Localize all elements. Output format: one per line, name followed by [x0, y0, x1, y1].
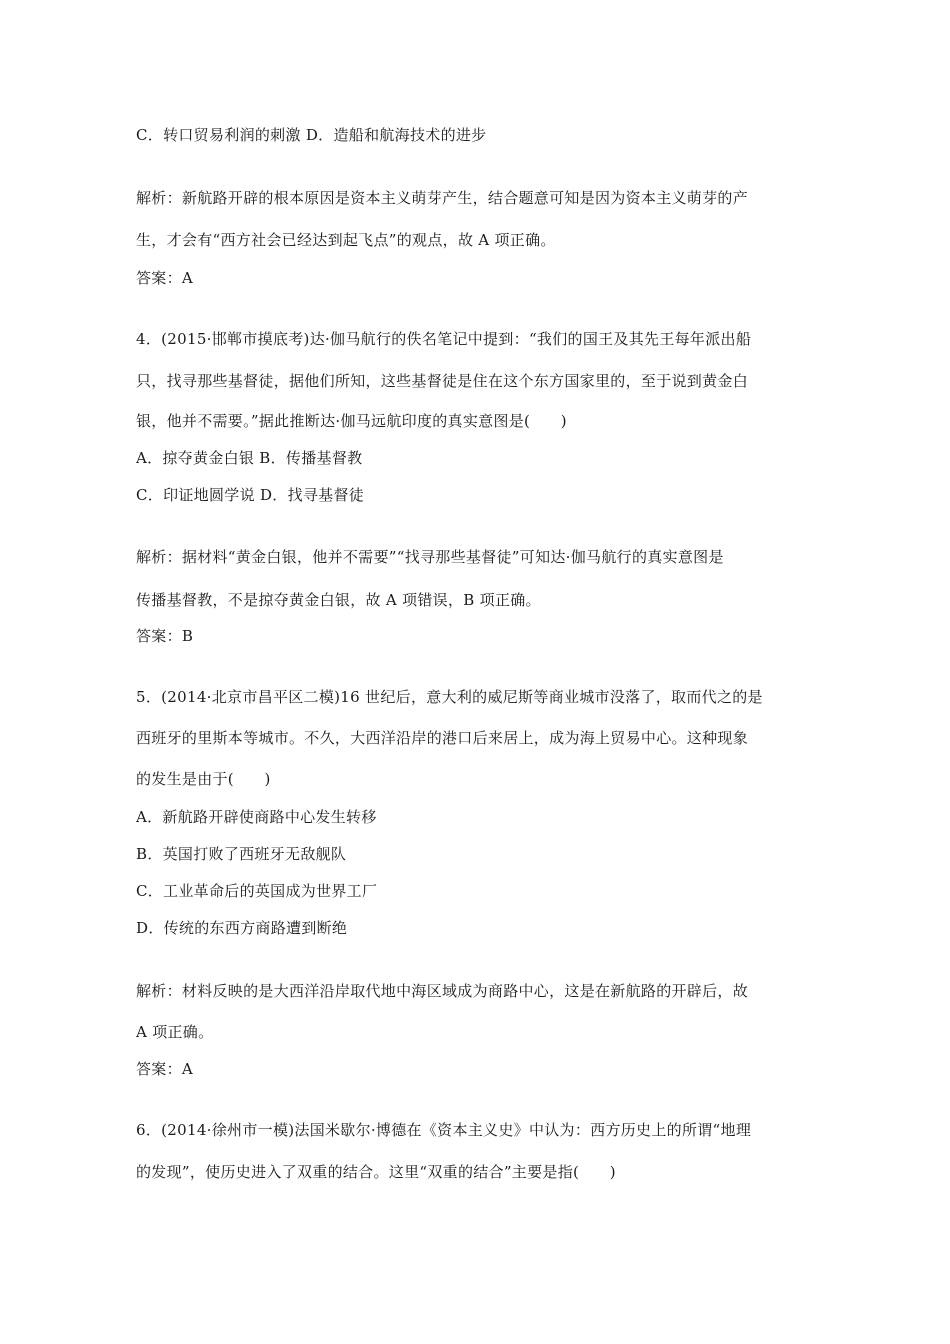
option-line-a: A．新航路开辟使商路中心发生转移	[136, 808, 377, 826]
option-line-cd: C．转口贸易利润的刺激 D．造船和航海技术的进步	[136, 126, 487, 144]
question-4-line: 4．(2015·邯郸市摸底考)达·伽马航行的佚名笔记中提到：“我们的国王及其先王每年派出船	[136, 330, 752, 348]
answer-line: 答案：B	[136, 627, 194, 645]
answer-line: 答案：A	[136, 1060, 194, 1078]
question-5-line: 的发生是由于( )	[136, 770, 271, 788]
option-line-ab: A．掠夺黄金白银 B．传播基督教	[136, 449, 363, 467]
answer-line: 答案：A	[136, 269, 194, 287]
question-4-line: 只，找寻那些基督徒，据他们所知，这些基督徒是住在这个东方国家里的，至于说到黄金白	[136, 372, 749, 390]
analysis-line: 解析：新航路开辟的根本原因是资本主义萌芽产生，结合题意可知是因为资本主义萌芽的产	[136, 189, 749, 207]
question-5-line: 5．(2014·北京市昌平区二模)16 世纪后，意大利的威尼斯等商业城市没落了，取而代之的是	[136, 688, 763, 706]
option-line-d: D．传统的东西方商路遭到断绝	[136, 919, 348, 937]
question-6-line: 6．(2014·徐州市一模)法国米歇尔·博德在《资本主义史》中认为：西方历史上的所谓“地理	[136, 1121, 752, 1139]
option-line-b: B．英国打败了西班牙无敌舰队	[136, 845, 347, 863]
question-6-line: 的发现”，使历史进入了双重的结合。这里“双重的结合”主要是指( )	[136, 1163, 616, 1181]
analysis-line: 传播基督教，不是掠夺黄金白银，故 A 项错误，B 项正确。	[136, 591, 541, 609]
analysis-line: 解析：据材料“黄金白银，他并不需要”“找寻那些基督徒”可知达·伽马航行的真实意图是	[136, 548, 724, 566]
analysis-line: 解析：材料反映的是大西洋沿岸取代地中海区域成为商路中心，这是在新航路的开辟后，故	[136, 982, 749, 1000]
question-4-line: 银，他并不需要。”据此推断达·伽马远航印度的真实意图是( )	[136, 412, 567, 430]
analysis-line: 生，才会有“西方社会已经达到起飞点”的观点，故 A 项正确。	[136, 231, 556, 249]
option-line-cd: C．印证地圆学说 D．找寻基督徒	[136, 486, 365, 504]
question-5-line: 西班牙的里斯本等城市。不久，大西洋沿岸的港口后来居上，成为海上贸易中心。这种现象	[136, 729, 749, 747]
option-line-c: C．工业革命后的英国成为世界工厂	[136, 882, 378, 900]
analysis-line: A 项正确。	[136, 1023, 214, 1041]
